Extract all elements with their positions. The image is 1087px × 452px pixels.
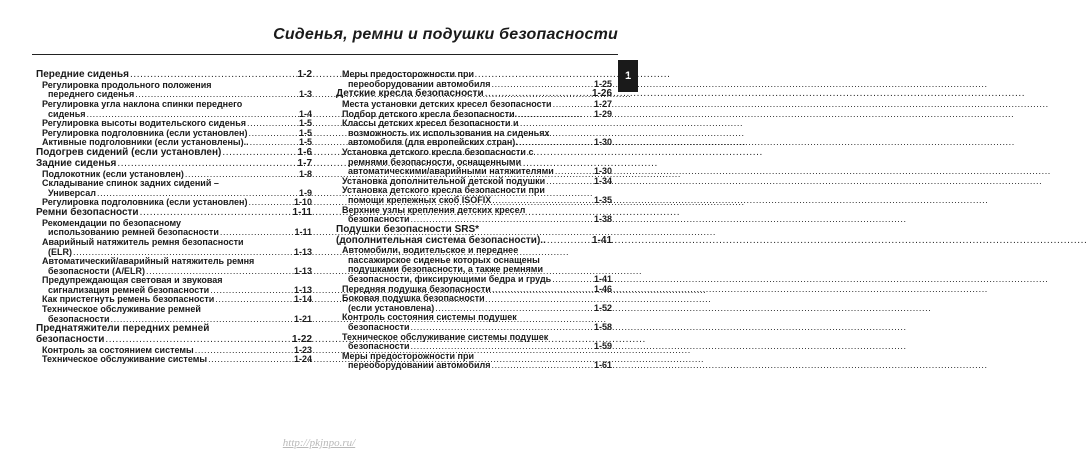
toc-entry[interactable] [36,355,312,365]
toc-page-number: 1-11 [294,227,312,238]
toc-page-number: 1-13 [293,265,312,276]
toc-entry[interactable] [336,361,612,371]
toc-entry-title: автоматическими/аварийными натяжителями [348,166,554,177]
toc-entry-title: Техническое обслуживание системы подушек [342,331,549,342]
toc-entry-title: Как пристегнуть ремень безопасности [42,294,215,305]
toc-left-column [36,70,312,365]
toc-page-number: 1-5 [298,127,312,138]
toc-entry-title: Регулировка угла наклона спинки переднего [42,98,243,109]
toc-page-number: 1-59 [593,341,612,352]
toc-entry-title: безопасности [36,334,105,346]
page-title: Сиденья, ремни и подушки безопасности [273,26,618,43]
toc-entry-title: пассажирское сиденье которых оснащены [348,254,540,265]
toc-entry-title: Регулировка подголовника (если установлен) [42,127,248,138]
toc-entry-title: безопасности [48,313,110,324]
toc-entry-title: использованию ремней безопасности [48,227,219,238]
toc-page-number: 1-10 [293,197,312,208]
toc-entry-title: Установка детского кресла безопасности с [342,146,534,157]
toc-entry-title: Подбор детского кресла безопасности. [342,108,518,119]
toc-entry-title: Подлокотник (если установлен) [42,168,184,179]
toc-page-number: 1-13 [293,246,312,257]
toc-entry-title: (ELR) [48,246,72,257]
toc-page-number: 1-61 [593,360,612,371]
toc-entry-title: помощи крепежных скоб ISOFIX [348,194,492,205]
toc-entry-title: Активные подголовники (если установлены).. [42,137,249,148]
toc-page-number: 1-52 [593,302,612,313]
header-divider [32,54,618,55]
chapter-tab: 1 [618,60,638,92]
toc-entry-title: Передняя подушка безопасности [342,283,491,294]
toc-dot-leader [208,355,287,365]
toc-entry-title: Преднатяжители передних ремней [36,323,210,335]
toc-page-number: 1-24 [293,354,312,365]
toc-page-number: 1-21 [293,313,312,324]
toc-entry-title: Универсал [48,187,96,198]
toc-page-number: 1-35 [593,194,612,205]
toc-entry-title: Подушки безопасности SRS* [336,223,480,235]
toc-page-number: 1-23 [293,344,312,355]
toc-entry-title: Меры предосторожности при [342,350,474,361]
toc-entry-title: Регулировка подголовника (если установлен) [42,197,248,208]
toc-page-number: 1-41 [591,234,612,246]
toc-entry-title: Верхние узлы крепления детских кресел [342,204,526,215]
toc-entry-title: Меры предосторожности при [342,69,474,79]
toc-right-column [336,70,612,371]
toc-entry-title: Складывание спинок задних сидений – [42,178,219,189]
toc-entry-title: Регулировка высоты водительского сиденья [42,118,246,129]
toc-entry[interactable] [36,159,312,170]
toc-entry-title: безопасности [348,214,410,225]
toc-entry-title: сигнализация ремней безопасности [48,284,210,295]
toc-dot-leader [215,295,287,305]
toc-page-number: 1-14 [293,294,312,305]
toc-page-number: 1-26 [591,88,612,100]
toc-entry-title: Боковая подушка безопасности [342,293,485,304]
toc-entry-title: Предупреждающая световая и звуковая [42,275,223,286]
toc-entry-title: Классы детских кресел безопасности и [342,118,519,129]
toc-page-number: 1-7 [297,157,312,169]
toc-entry-title: безопасности [348,322,410,333]
toc-entry-title: Автоматический/аварийный натяжитель ремня [42,256,255,267]
toc-dot-leader [547,236,587,247]
toc-entry-title: Задние сиденья [36,157,117,169]
toc-page-number: 1-13 [293,284,312,295]
toc-page-number: 1-41 [593,274,612,285]
toc-page-number: 1-46 [593,283,612,294]
toc-entry-title: Техническое обслуживание ремней [42,304,201,315]
toc-page-number: 1-22 [291,334,312,346]
toc-page-number: 1-25 [593,78,612,89]
toc-entry-title: Передние сиденья [36,69,129,80]
toc-page-number: 1-5 [298,137,312,148]
toc-entry-title: Контроль состояния системы подушек [342,312,517,323]
toc-page-number: 1-30 [593,137,612,148]
toc-entry-title: автомобиля (для европейских стран). [348,137,518,148]
toc-page-number: 1-6 [297,146,312,158]
toc-dot-leader [491,361,587,371]
toc-page-number: 1-2 [297,69,312,80]
toc-entry-title: Установка детского кресла безопасности при [342,185,545,196]
toc-entry-title: Места установки детских кресел безопасности [342,98,552,109]
toc-dot-leader [117,159,287,170]
toc-page-number: 1-9 [298,187,312,198]
footer-url-link[interactable]: http://pkjnpo.ru/ [282,437,356,449]
toc-page-number: 1-30 [593,166,612,177]
toc-entry-title: Установка дополнительной детской подушки [342,175,546,186]
toc-entry-title: Техническое обслуживание системы [42,354,208,365]
toc-entry-title: переднего сиденья [48,89,135,100]
toc-page-number: 1-11 [292,206,312,218]
toc-entry-title: подушками безопасности, а также ремнями [348,264,543,275]
toc-entry-title: переоборудовании автомобиля [348,360,491,371]
toc-entry-title: Автомобили, водительское и переднее [342,245,519,256]
toc-dot-leader [518,110,587,120]
toc-entry-title: безопасности [348,341,410,352]
toc-entry-title: Подогрев сидений (если установлен) [36,146,222,158]
toc-page-number: 1-29 [593,108,612,119]
toc-entry-title: возможность их использования на сиденьях [348,127,550,138]
toc-entry-title: безопасности, фиксирующими бедра и грудь [348,274,552,285]
toc-entry-title: ремнями безопасности, оснащенными [348,156,522,167]
toc-entry-title: Регулировка продольного положения [42,79,212,90]
toc-entry-title: Аварийный натяжитель ремня безопасности [42,236,244,247]
toc-entry[interactable] [336,225,612,236]
toc-page-number: 1-5 [298,118,312,129]
toc-page-number: 1-34 [593,175,612,186]
toc-page-number: 1-38 [593,214,612,225]
toc-entry-title: сиденья [48,108,86,119]
toc-dot-leader [492,285,587,295]
toc-page-number: 1-4 [298,108,312,119]
toc-entry-title: (если установлена) [348,302,435,313]
toc-entry-title: Ремни безопасности [36,206,139,218]
toc-entry-title: переоборудовании автомобиля [348,78,491,89]
toc-entry-title: Контроль за состоянием системы [42,344,194,355]
toc-entry-title: Детские кресла безопасности [336,88,484,100]
toc-page-number: 1-3 [298,89,312,100]
toc-page-number: 1-27 [593,98,612,109]
toc-entry-title: (дополнительная система безопасности).. [336,234,546,246]
toc-page-number: 1-58 [593,322,612,333]
toc-entry-title: безопасности (A/ELR) [48,265,146,276]
toc-entry-title: Рекомендации по безопасному [42,217,182,228]
toc-dot-leader [546,177,587,187]
toc-page-number: 1-8 [298,168,312,179]
